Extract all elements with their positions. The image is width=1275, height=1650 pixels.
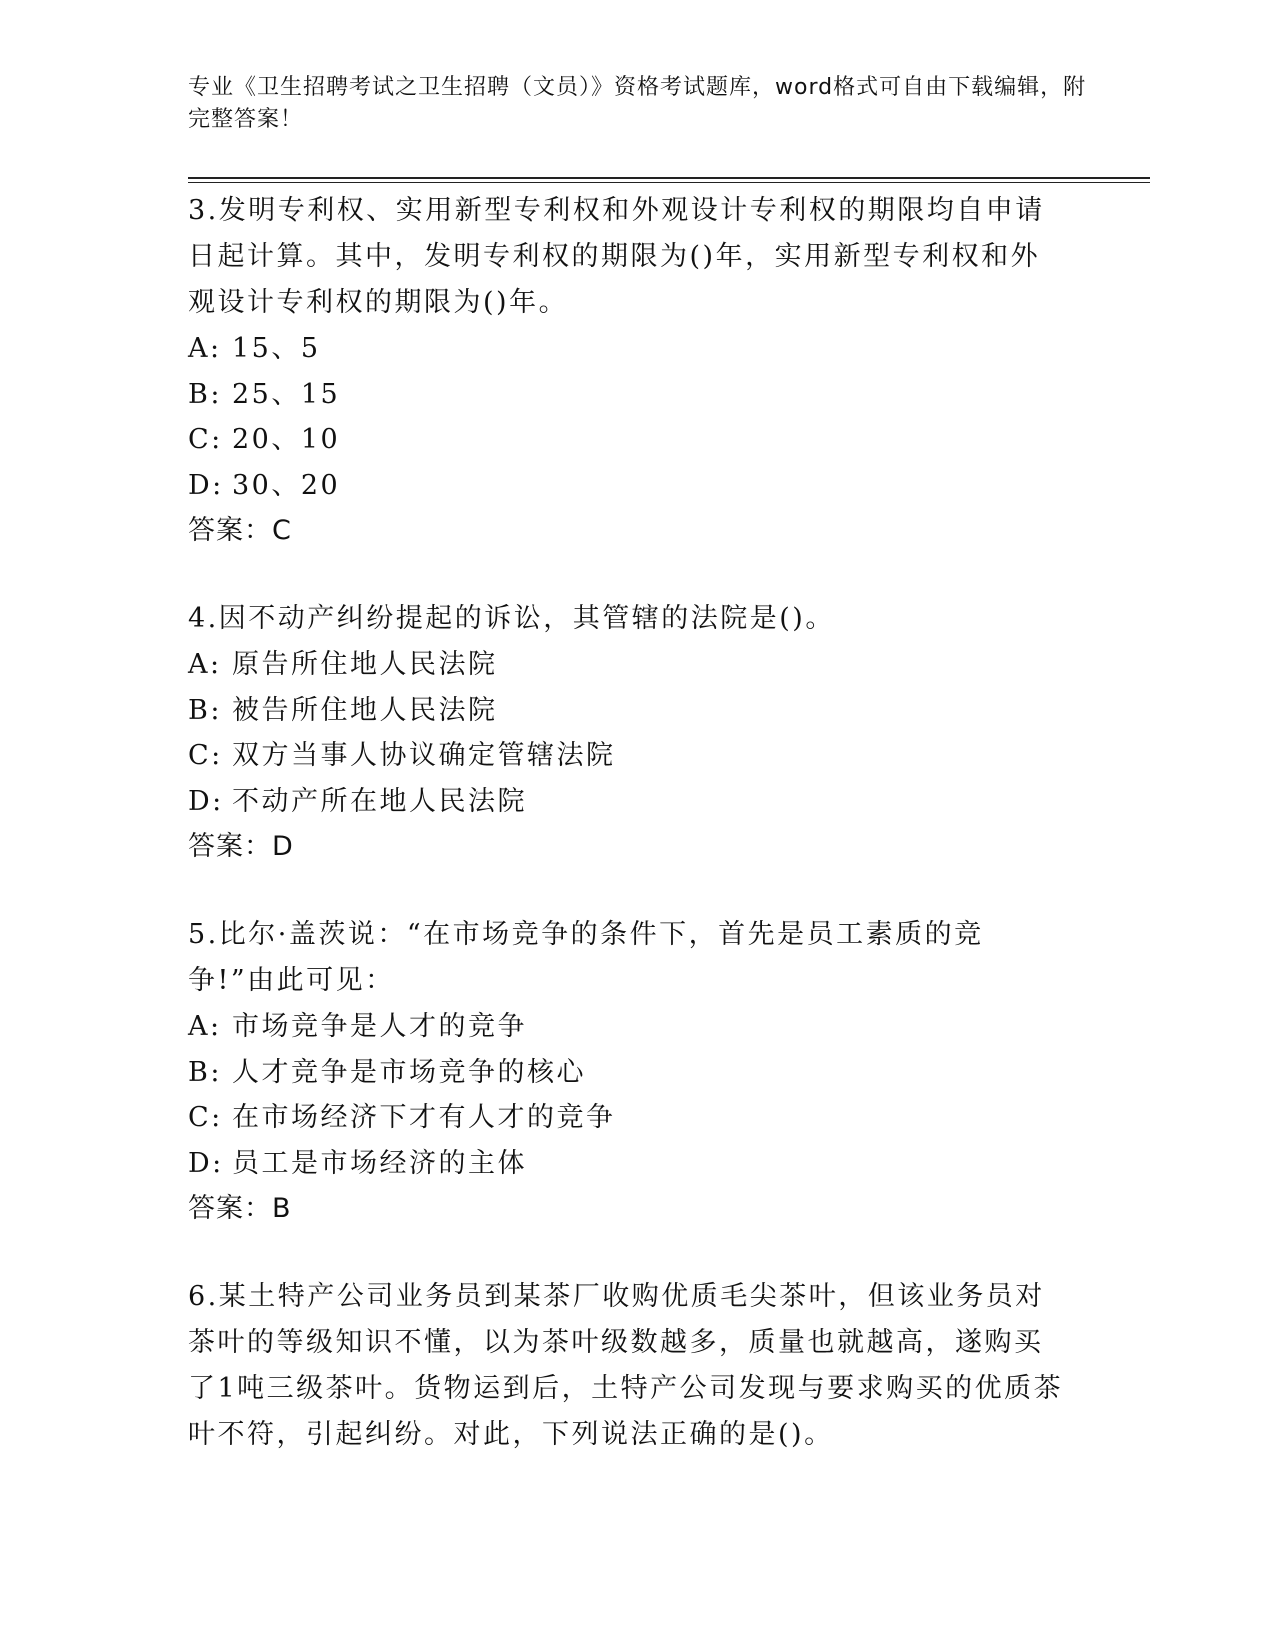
option-text: 双方当事人协议确定管辖法院 (232, 740, 616, 771)
option-text: 15、5 (232, 333, 321, 364)
question-3 (188, 188, 1068, 554)
question-stem: 4.因不动产纠纷提起的诉讼，其管辖的法院是()。 (188, 603, 835, 634)
question-5 (188, 912, 1068, 1232)
question-6 (188, 1274, 1068, 1458)
option-text: 原告所住地人民法院 (232, 649, 498, 680)
option-c (188, 417, 1068, 463)
option-a (188, 326, 1068, 372)
option-key: A: (188, 649, 222, 680)
option-c (188, 1095, 1068, 1141)
option-text: 不动产所在地人民法院 (232, 785, 527, 817)
option-d (188, 463, 1068, 509)
option-a (188, 1004, 1068, 1050)
header-divider-thick (188, 177, 1150, 179)
answer-line: 答案：D (188, 831, 294, 862)
option-key: D: (188, 785, 224, 817)
option-key: B: (188, 378, 222, 410)
option-key: A: (188, 333, 222, 364)
option-text: 市场竞争是人才的竞争 (232, 1011, 527, 1042)
option-key: B: (188, 694, 222, 726)
option-d (188, 779, 1068, 825)
option-text: 25、15 (232, 378, 341, 410)
question-4 (188, 596, 1068, 870)
option-b (188, 1050, 1068, 1096)
option-text: 员工是市场经济的主体 (232, 1147, 527, 1179)
option-d (188, 1141, 1068, 1187)
option-key: B: (188, 1056, 222, 1088)
option-key: D: (188, 469, 224, 501)
option-b (188, 372, 1068, 418)
header-divider-thin (188, 182, 1150, 183)
answer-line: 答案：C (188, 515, 292, 546)
question-stem: 3.发明专利权、实用新型专利权和外观设计专利权的期限均自申请日起计算。其中，发明专利权的期限为()年，实用新型专利权和外观设计专利权的期限为()年。 (188, 195, 1045, 318)
option-b (188, 688, 1068, 734)
option-text: 人才竞争是市场竞争的核心 (232, 1056, 586, 1088)
option-key: A: (188, 1011, 222, 1042)
option-c (188, 733, 1068, 779)
option-key: D: (188, 1147, 224, 1179)
document-header: 专业《卫生招聘考试之卫生招聘（文员）》资格考试题库，word格式可自由下载编辑，附完整答案！ (188, 75, 1087, 132)
option-key: C: (188, 740, 223, 771)
question-stem: 6.某土特产公司业务员到某茶厂收购优质毛尖茶叶，但该业务员对茶叶的等级知识不懂，以为茶叶级数越多，质量也就越高，遂购买了1吨三级茶叶。货物运到后，土特产公司发现与要求购买的优质茶叶不符，引起纠纷。对此，下列说法正确的是()。 (188, 1281, 1064, 1450)
option-text: 30、20 (232, 469, 341, 501)
option-a (188, 642, 1068, 688)
option-key: C: (188, 424, 223, 455)
question-list (188, 188, 1068, 1500)
option-text: 20、10 (232, 424, 341, 455)
answer-line: 答案：B (188, 1193, 292, 1224)
question-stem: 5.比尔·盖茨说：“在市场竞争的条件下，首先是员工素质的竞争!”由此可见： (188, 919, 984, 996)
option-key: C: (188, 1102, 223, 1133)
option-text: 在市场经济下才有人才的竞争 (232, 1102, 616, 1133)
option-text: 被告所住地人民法院 (232, 694, 498, 726)
